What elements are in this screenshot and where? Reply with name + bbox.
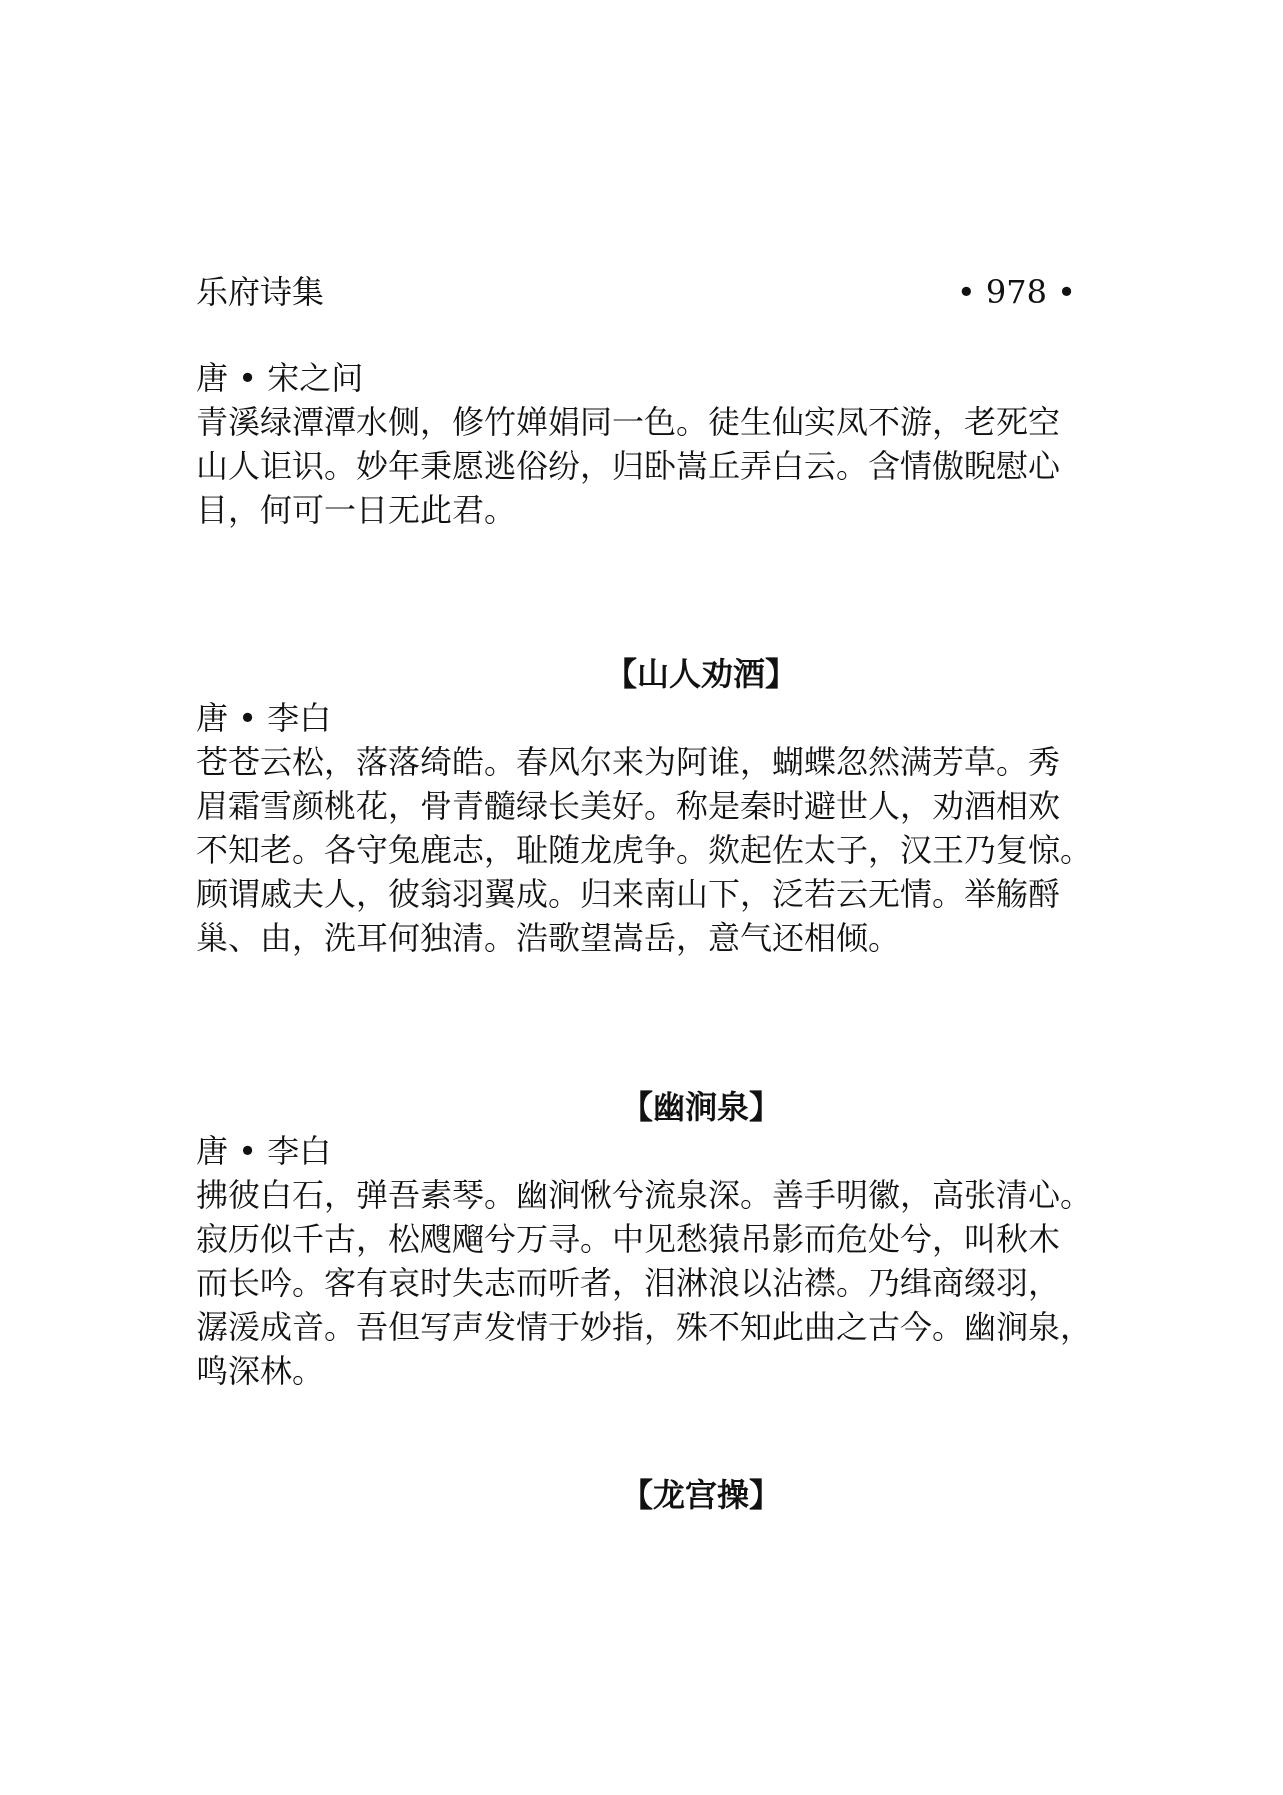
poem-text: 拂彼白石，弹吾素琴。幽涧愀兮流泉深。善手明徽，高张清心。 寂历似千古，松飕飗兮万寻。中见愁猿吊影而危处兮，叫秋木 而长吟。客有哀时失志而听者，泪淋浪以沾襟。乃缉商缀羽， 潺湲成音。吾但写声发情于妙指，殊不知此曲之古今。幽涧泉， 鸣深林。 <box>196 1176 1093 1390</box>
poem-section-3 <box>196 1085 1116 1393</box>
running-header <box>196 268 1086 316</box>
poem-title: 【山人劝酒】 <box>604 655 797 693</box>
poem-title: 【龙宫操】 <box>620 1476 781 1514</box>
poem-title: 【幽涧泉】 <box>620 1088 781 1126</box>
poem-section-1 <box>196 356 1116 532</box>
poem-author: 唐 • 李白 <box>196 1132 332 1170</box>
poem-author: 唐 • 李白 <box>196 699 332 737</box>
poem-section-4 <box>196 1473 1116 1517</box>
poem-text: 青溪绿潭潭水侧，修竹婵娟同一色。徒生仙实凤不游，老死空 山人讵识。妙年秉愿逃俗纷，归卧嵩丘弄白云。含情傲睨慰心 目，何可一日无此君。 <box>196 403 1061 529</box>
poem-section-2 <box>196 652 1116 960</box>
page-number: • 978 • <box>956 273 1076 311</box>
poem-text: 苍苍云松，落落绮皓。春风尔来为阿谁，蝴蝶忽然满芳草。秀 眉霜雪颜桃花，骨青髓绿长美好。称是秦时避世人，劝酒相欢 不知老。各守兔鹿志，耻随龙虎争。欻起佐太子，汉王乃复惊。 顾谓戚夫人，彼翁羽翼成。归来南山下，泛若云无情。举觞酹 巢、由，洗耳何独清。浩歌望嵩岳，意气还相倾。 <box>196 743 1093 957</box>
book-title: 乐府诗集 <box>196 273 325 311</box>
poem-author: 唐 • 宋之问 <box>196 359 364 397</box>
